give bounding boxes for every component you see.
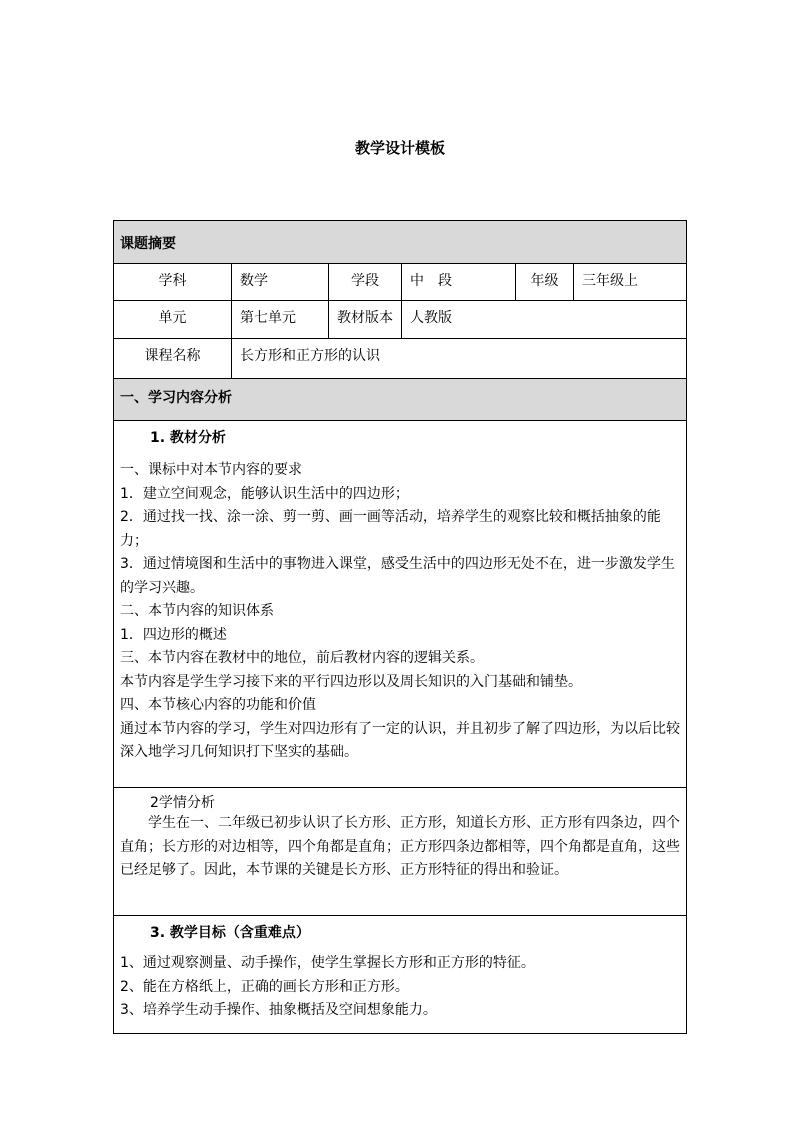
part1-heading: 1. 教材分析	[150, 430, 226, 446]
course-label: 课程名称	[114, 339, 232, 379]
part1-line: 3．通过情境图和生活中的事物进入课堂，感受生活中的四边形无处不在，进一步激发学生的学习兴趣。	[120, 556, 675, 596]
section1-header-row	[114, 379, 687, 421]
part1-line: 三、本节内容在教材中的地位，前后教材内容的逻辑关系。	[120, 650, 484, 666]
summary-row-subject	[114, 264, 687, 301]
edition-value: 人教版	[402, 301, 687, 339]
lesson-design-table	[113, 220, 687, 1034]
summary-heading: 课题摘要	[114, 221, 687, 264]
part1-line: 一、课标中对本节内容的要求	[120, 462, 302, 478]
part3-heading: 3. 教学目标（含重难点）	[150, 925, 310, 941]
subject-label: 学科	[114, 264, 232, 301]
part1-line: 1．建立空间观念，能够认识生活中的四边形；	[120, 485, 409, 502]
part1-line: 通过本节内容的学习，学生对四边形有了一定的认识，并且初步了解了四边形，为以后比较深入地学习几何知识打下坚实的基础。	[120, 720, 680, 760]
section1-heading: 一、学习内容分析	[114, 379, 687, 421]
unit-value: 第七单元	[232, 301, 329, 339]
unit-label: 单元	[114, 301, 232, 339]
part2-cell	[114, 788, 687, 916]
stage-label: 学段	[329, 264, 402, 301]
part3-line: 2、能在方格纸上，正确的画长方形和正方形。	[120, 978, 409, 995]
part1-line: 1．四边形的概述	[120, 626, 227, 643]
document-title: 教学设计模板	[354, 139, 445, 157]
section1-part2-row	[114, 788, 687, 916]
subject-value: 数学	[232, 264, 329, 301]
part2-heading: 2学情分析	[150, 795, 215, 811]
stage-value: 中 段	[402, 264, 516, 301]
section1-part3-row	[114, 916, 687, 1034]
summary-row-course	[114, 339, 687, 379]
summary-header-row	[114, 221, 687, 264]
section1-part1-row	[114, 421, 687, 788]
part3-line: 1、通过观察测量、动手操作，使学生掌握长方形和正方形的特征。	[120, 955, 535, 971]
part3-line: 3、培养学生动手操作、抽象概括及空间想象能力。	[120, 1002, 437, 1018]
part1-cell	[114, 421, 687, 788]
part1-line: 本节内容是学生学习接下来的平行四边形以及周长知识的入门基础和铺垫。	[120, 673, 582, 690]
part3-cell	[114, 916, 687, 1034]
grade-value: 三年级上	[574, 264, 687, 301]
grade-label: 年级	[516, 264, 574, 301]
summary-row-unit	[114, 301, 687, 339]
edition-label: 教材版本	[329, 301, 402, 339]
course-value: 长方形和正方形的认识	[232, 339, 687, 379]
part1-line: 2．通过找一找、涂一涂、剪一剪、画一画等活动，培养学生的观察比较和概括抽象的能力；	[120, 509, 661, 549]
part1-line: 四、本节核心内容的功能和价值	[120, 697, 316, 713]
part1-line: 二、本节内容的知识体系	[120, 603, 274, 619]
part2-text: 学生在一、二年级已初步认识了长方形、正方形，知道长方形、正方形有四条边，四个直角；长方形的对边相等，四个角都是直角；正方形四条边都相等，四个角都是直角，这些已经足够了。因此，本节课的关键是长方形、正方形特征的得出和验证。	[120, 815, 680, 878]
